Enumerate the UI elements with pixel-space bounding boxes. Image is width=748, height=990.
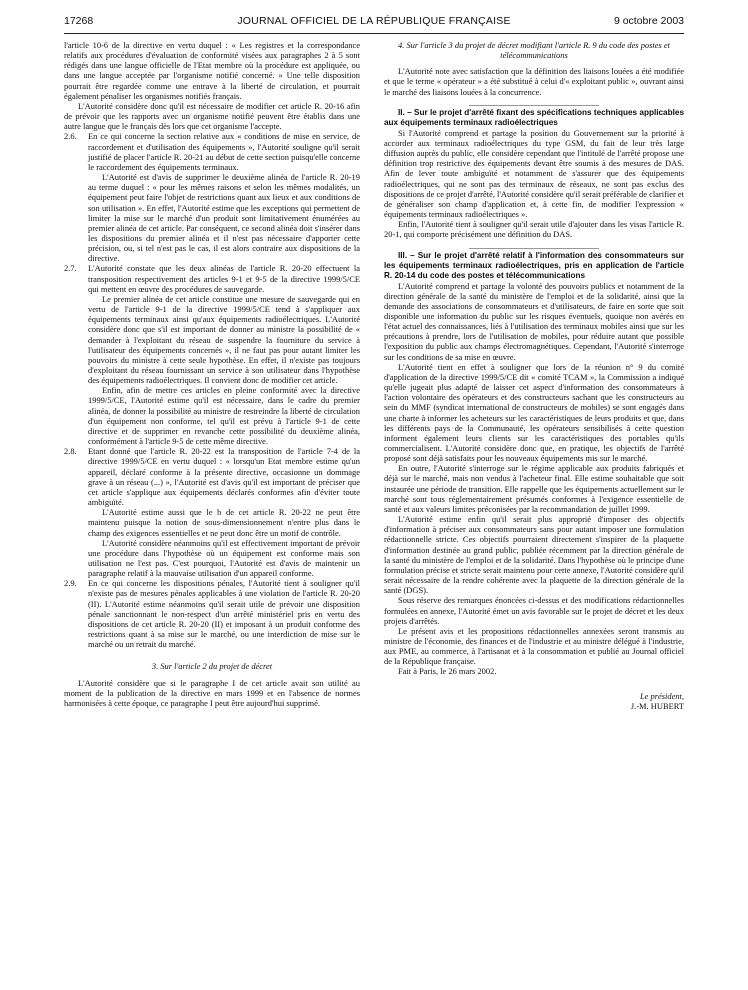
paragraph: Enfin, l'Autorité tient à souligner qu'il serait utile d'ajouter dans les visas l'article R. 20-1, qui comporte précisément une définition du DAS. [384,219,684,240]
paragraph: L'Autorité tient en effet à souligner que lors de la réunion n° 9 du comité d'application de la directive 1999/5/CE dit « comité TCAM », la Commission a indiqué qu'elle jugeait plus adapté de laisser cet aspect d'information des consommateurs à l'action volontaire des opérateurs et des constructeurs sachant que les constructeurs au sein du MMF (syndicat international de constructeurs de mobiles) se sont engagés dans une charte à informer les acheteurs sur les caractéristiques de leurs produits et que, dans les différents pays de la Communauté, les opérateurs sensibilisés à cette question informent également leurs clients sur les caractéristiques des portables qu'ils commercialisent. L'Autorité considère donc que, en pratique, les objectifs de l'arrêté proposé sont déjà satisfaits pour les nouveaux équipements mis sur le marché. [384,361,684,464]
page-number: 17268 [64,15,94,27]
section-item-2-9 [64,578,360,649]
item-number: 2.6. [64,131,77,142]
item-number: 2.9. [64,578,77,589]
paragraph: Sous réserve des remarques énoncées ci-dessus et des modifications rédactionnelles formulées en annexe, l'Autorité émet un avis favorable sur le projet de décret et les deux projets d'arrêtés. [384,595,684,626]
paragraph: l'article 10-6 de la directive en vertu duquel : « Les registres et la correspondance relatifs aux procédures d'évaluation de conformité visées aux paragraphes 2 à 5 sont rédigés dans une langue officielle de l'Etat membre où la procédure est appliquée, ou dans une langue acceptée par l'organisme notifié concerné. » Une telle disposition pourrait être regardée comme une entrave à la liberté de circulation, et pourrait également pénaliser les organismes notifiés français. [64,40,360,101]
section-heading: III. – Sur le projet d'arrêté relatif à l'information des consommateurs sur les équipements terminaux radioélectriques, pris en application de l'article R. 20-14 du code des postes et télécommunications [384,250,684,280]
paragraph: Si l'Autorité comprend et partage la position du Gouvernement sur la priorité à accorder aux terminaux radioélectriques du type GSM, du fait de leur très large diffusion auprès du public, elle considère cependant que l'intitulé de l'arrêté propose une définition trop restrictive des équipements devant être soumis à des mesures de DAS. Afin de lever toute ambiguïté et notamment de s'assurer que des équipements radioélectriques, qui ne sont pas des terminaux de réseaux, ne sont pas exclus des dispositions de ce projet d'arrêté, l'Autorité considère qu'il serait préférable de clarifier et de généraliser son champ d'application et, à cette fin, de modifier l'expression « équipements terminaux radioélectriques ». [384,127,684,220]
paragraph: L'Autorité considère néanmoins qu'il est effectivement important de prévoir une procédure dans l'hypothèse où un équipement est conforme mais son utilisation ne l'est pas. C'est pourquoi, l'Autorité est d'avis de maintenir un paragraphe relatif à la mauvaise utilisation d'un appareil conforme. [88,537,360,579]
signatory-name: J.-M. HUBERT [630,700,684,711]
signatory-title: Le président, [639,690,684,701]
place-date: Fait à Paris, le 26 mars 2002. [398,666,497,677]
section-item-2-7 [64,263,360,446]
paragraph: L'Autorité considère que si le paragraphe I de cet article avait son utilité au moment de la publication de la directive en mars 1999 et en l'absence de normes harmonisées à cette époque, ce paragraphe I peut être aujourd'hui supprimé. [64,677,360,708]
subsection-heading: 4. Sur l'article 3 du projet de décret modifiant l'article R. 9 du code des postes et télécommunications [398,40,670,61]
item-number: 2.7. [64,263,77,274]
paragraph: En outre, l'Autorité s'interroge sur le régime applicable aux produits fabriqués et déjà sur le marché, mais non vendus à l'acheteur final. Elle estime souhaitable que soit instaurée une période de transition. Elle rappelle que les équipements actuellement sur le marché sont tous réglementairement présumés conformes à l'exigence essentielle de santé et aux valeurs limites préconisées par la recommandation de juillet 1999. [384,463,684,514]
paragraph: L'Autorité considère donc qu'il est nécessaire de modifier cet article R. 20-16 afin de prévoir que les rapports avec un organisme notifié peuvent être établis dans une autre langue que le français dès lors que cet organisme l'accepte. [64,100,360,132]
journal-title: JOURNAL OFFICIEL DE LA RÉPUBLIQUE FRANÇAISE [237,15,511,27]
section-divider [469,105,599,106]
paragraph: En ce qui concerne la section relative aux « conditions de mise en service, de raccordement et d'utilisation des équipements », l'Autorité souligne qu'il serait justifié de placer l'article R. 20-21 au début de cette section puisqu'elle concerne le raccordement des équipements terminaux. [88,131,360,172]
paragraph: L'Autorité constate que les deux alinéas de l'article R. 20-20 effectuent la transposition respectivement des articles 9-1 et 9-5 de la directive 1999/5/CE qui mettent en œuvre des procédures de sauvegarde. [88,263,360,294]
paragraph: Enfin, afin de mettre ces articles en pleine conformité avec la directive 1999/5/CE, l'Autorité estime qu'il est nécessaire, dans le cadre du premier alinéa, de donner la possibilité au ministre de restreindre la liberté de circulation d'un équipement non conforme, tel qu'il est prévu à l'article 9-1 de cette directive et de supprimer en revanche cette possibilité du deuxième alinéa, conformément à l'article 9-5 de cette même directive. [88,385,360,447]
section-item-2-6 [64,131,360,263]
item-number: 2.8. [64,446,77,457]
paragraph: L'Autorité estime enfin qu'il serait plus approprié d'imposer des objectifs d'information à préciser aux consommateurs sans pour autant imposer une formulation rédactionnelle stricte. Ces objectifs pourraient directement s'inspirer de la plaquette d'information destinée au grand public, publiée récemment par la direction générale de la santé du ministère de l'emploi et de la solidarité. Dans l'hypothèse où le principe d'une formulation précise et stricte serait maintenu pour cette annexe, l'Autorité considère qu'il serait nécessaire de la rendre cohérente avec la plaquette de la direction générale de la santé (DGS). [384,514,684,596]
issue-date: 9 octobre 2003 [613,15,684,27]
paragraph: En ce qui concerne les dispositions pénales, l'Autorité tient à souligner qu'il n'existe pas de mesures pénales applicables à une violation de l'article R. 20-20 (II). L'Autorité estime néanmoins qu'il serait utile de prévoir une disposition pénale sanctionnant le non-respect d'un arrêté ministériel pris en vertu des dispositions de cet article R. 20-20 (II) et imposant à un produit conforme des restrictions quant à sa mise sur le marché, ou une interdiction de mise sur le marché ou un retrait du marché. [88,578,360,650]
subsection-heading: 3. Sur l'article 2 du projet de décret [151,661,273,672]
section-heading: II. – Sur le projet d'arrêté fixant des spécifications techniques applicables aux équipements terminaux radioélectriques [384,107,684,127]
section-item-2-8 [64,446,360,578]
header-rule [64,33,684,34]
paragraph: Le premier alinéa de cet article constitue une mesure de sauvegarde qui en vertu de l'article 9-1 de la directive 1999/5/CE tend à s'appliquer aux équipements terminaux ainsi qu'aux équipements radioélectriques. L'Autorité considère donc que s'il est important de donner au ministre la possibilité de « demander à l'exploitant du réseau de suspendre la fourniture du service à l'utilisateur des équipements concernés », il ne faut pas pour autant limiter les pouvoirs du ministre à cette seule hypothèse. En effet, il n'existe pas toujours d'exploitant du réseau fournissant un service à son utilisateur dans l'hypothèse des équipements radioélectriques. Il convient donc de modifier cet article. [88,293,360,386]
paragraph: Le présent avis et les propositions rédactionnelles annexées seront transmis au ministre de l'économie, des finances et de l'industrie et au ministre délégué à l'industrie, aux PME, au commerce, à l'artisanat et à la consommation et publié au Journal officiel de la République française. [384,625,684,667]
paragraph: Etant donné que l'article R. 20-22 est la transposition de l'article 7-4 de la directive 1999/5/CE en vertu duquel : « lorsqu'un Etat membre estime qu'un appareil, déclaré conforme à la présente directive, occasionne un dommage grave à un réseau (...) », l'Autorité est d'avis qu'il est important de préciser que cet article s'applique aux équipements déclarés conformes afin d'éviter toute ambiguïté. [88,446,360,508]
right-column [384,40,684,711]
paragraph: L'Autorité est d'avis de supprimer le deuxième alinéa de l'article R. 20-19 au terme duquel : « pour les mêmes raisons et selon les mêmes modalités, un équipement peut faire l'objet de restrictions quant aux lieux et aux conditions de son utilisation ». En effet, l'Autorité estime que les exceptions qui permettent de limiter la mise sur le marché d'un produit sont limitativement énumérées au premier alinéa de cet article. Par conséquent, ce second alinéa doit s'insérer dans les dispositions du premier alinéa et il n'est pas nécessaire d'apporter cette précision, ou, si tel n'est pas le cas, il est alors contraire aux dispositions de la directive. [88,172,360,264]
page-header [64,15,684,33]
left-column [64,40,360,708]
paragraph: L'Autorité comprend et partage la volonté des pouvoirs publics et notamment de la direction générale de la santé du ministère de l'emploi et de la solidarité, ainsi que la demande des associations de consommateurs et d'utilisateurs, de faire en sorte que soit disponible une information du public sur les risques éventuels, quoique non avérés en l'état actuel des connaissances, liés à l'utilisation des terminaux mobiles ainsi que sur les précautions à prendre, lors de l'utilisation de mobiles, pour réduire autant que possible l'exposition du public aux champs électromagnétiques. Cependant, l'Autorité s'interroge sur les conditions de sa mise en œuvre. [384,280,684,362]
section-divider [469,248,599,249]
paragraph: L'Autorité estime aussi que le b de cet article R. 20-22 ne peut être maintenu puisque la notion de sous-dimensionnement n'entre plus dans le champ des exigences essentielles et ne peut donc être un motif de contrôle. [88,507,360,538]
paragraph: L'Autorité note avec satisfaction que la définition des liaisons louées a été modifiée et que le terme « opérateur » a été substitué à celui d'« exploitant public », ouvrant ainsi le marché des liaisons louées à la concurrence. [384,66,684,97]
